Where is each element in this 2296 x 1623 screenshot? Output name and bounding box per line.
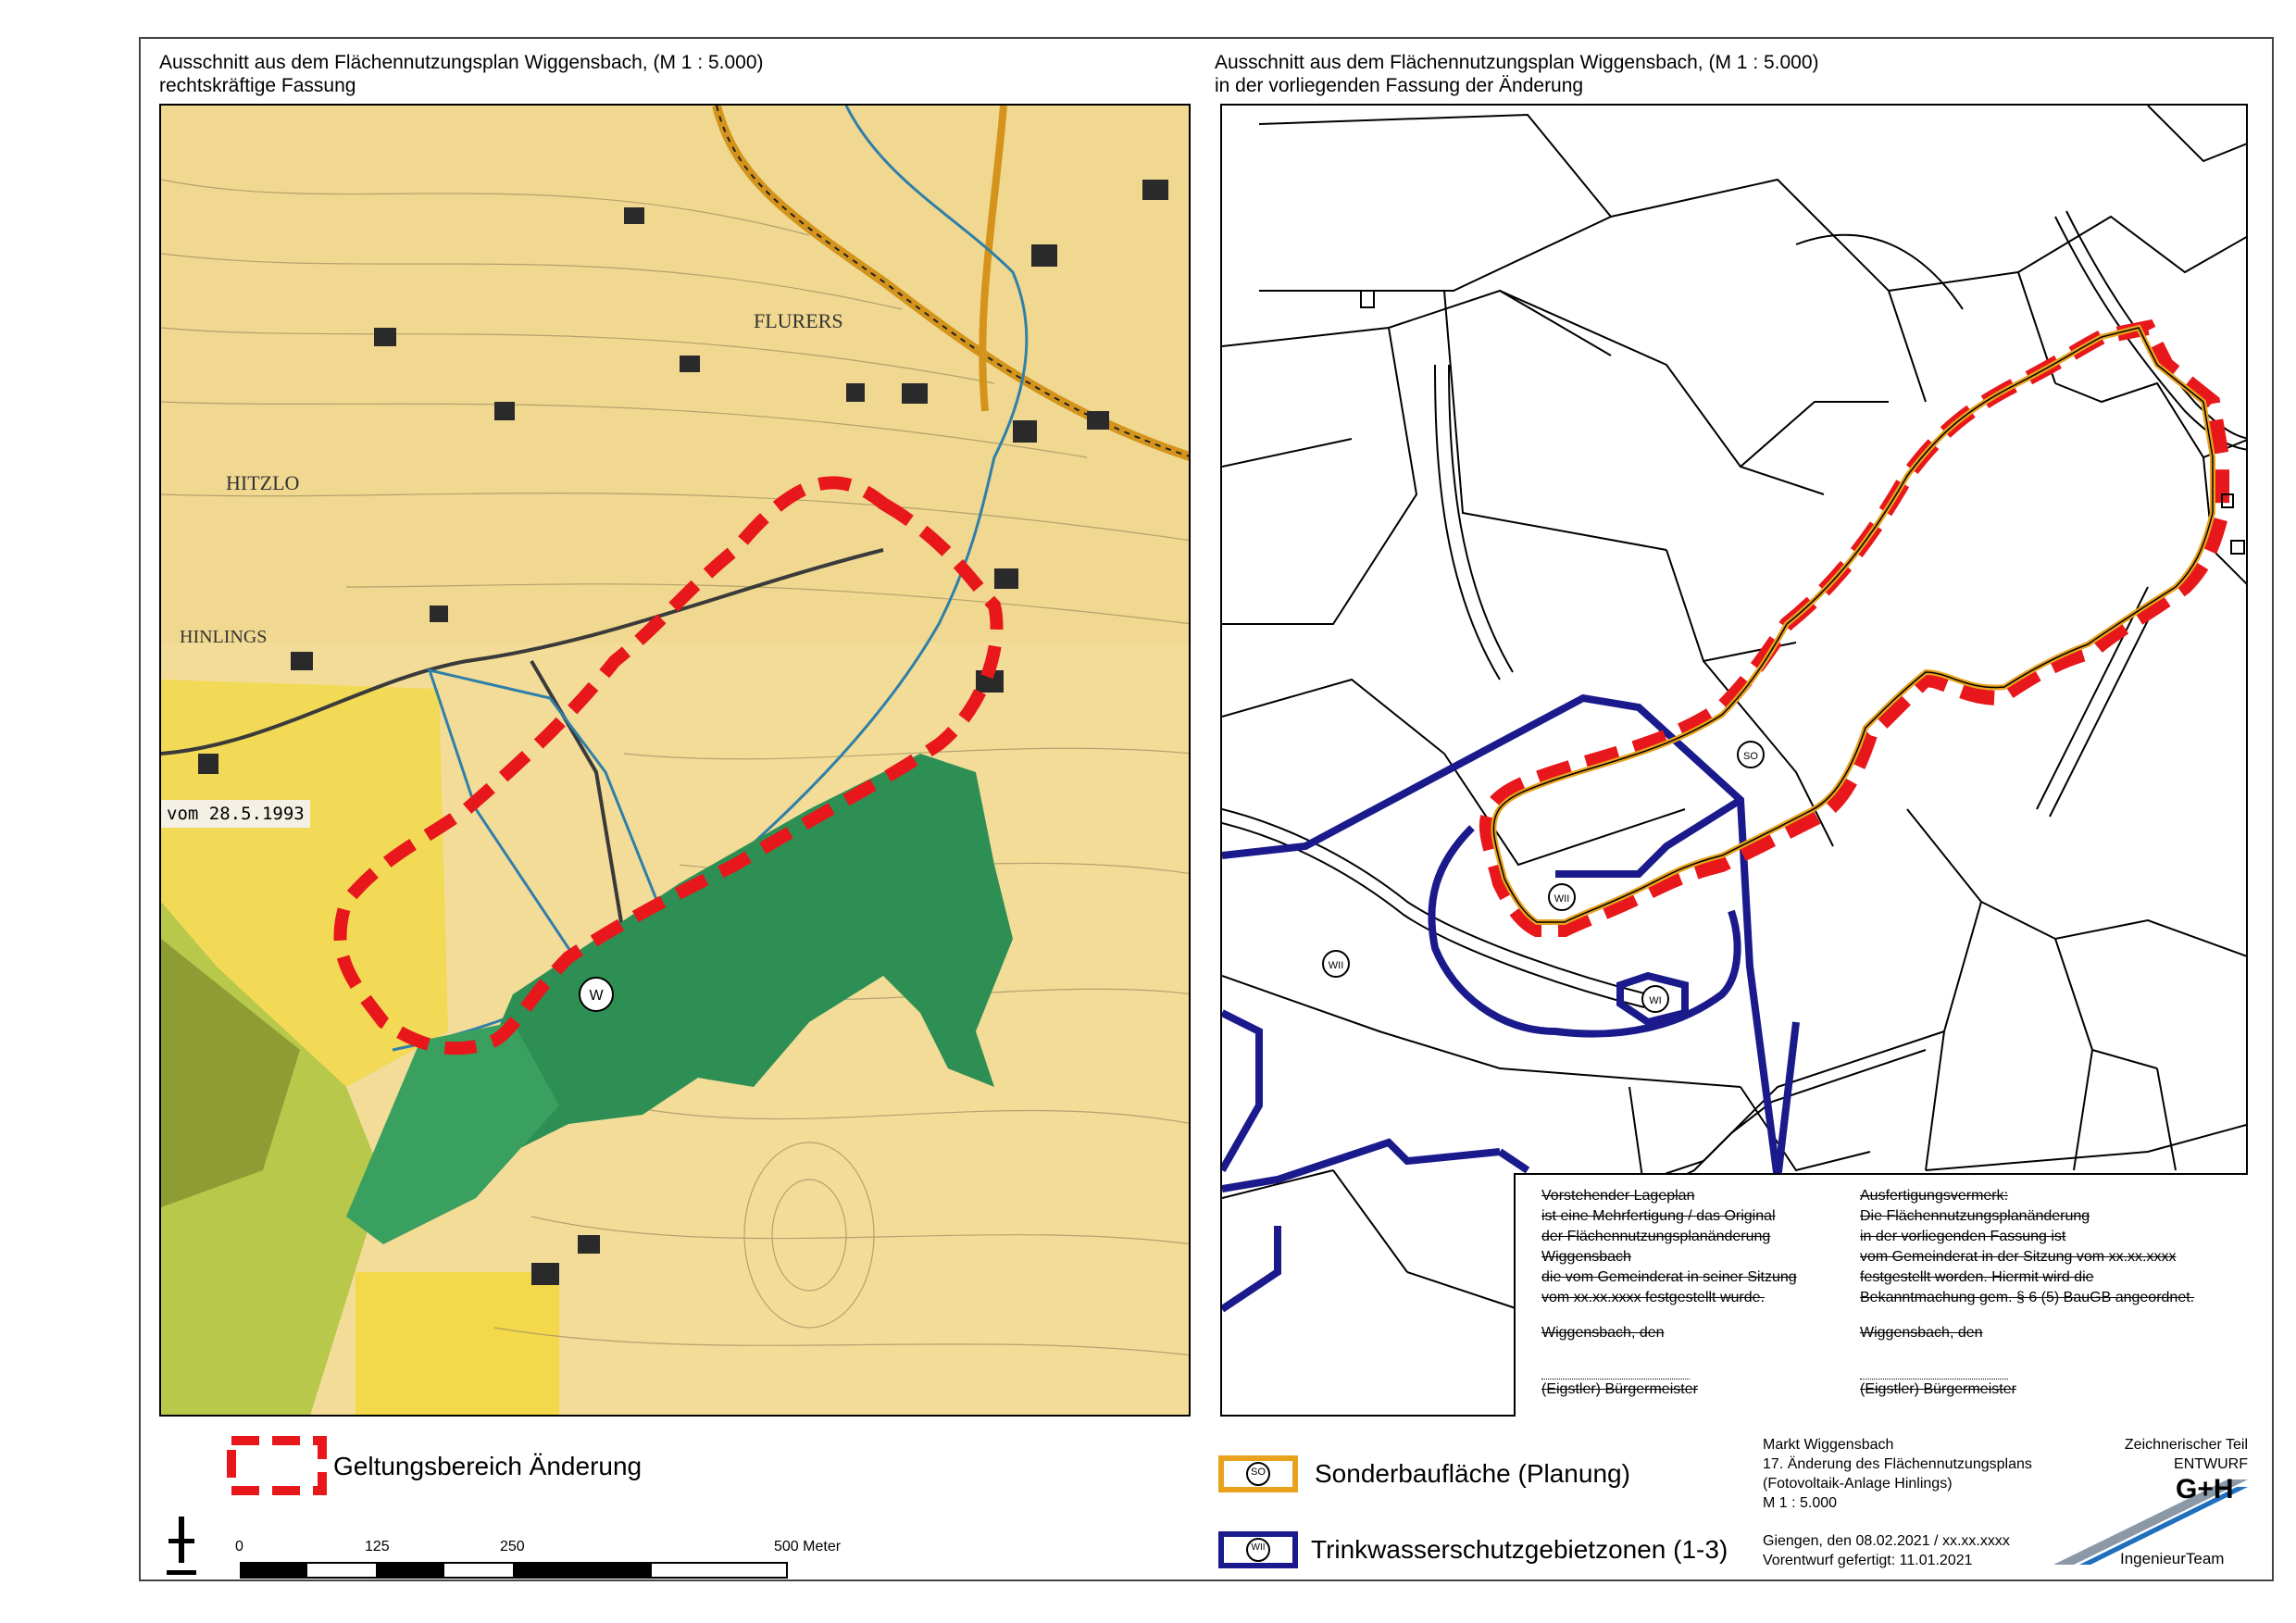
approval-stamp [1514, 1173, 2248, 1417]
stamp-left-line: Vorstehender Lageplan [1541, 1188, 1695, 1204]
place-label-flurers: FLURERS [754, 309, 843, 332]
logo-subtext: IngenieurTeam [2120, 1550, 2225, 1567]
stamp-left-line: die vom Gemeinderat in seiner Sitzung [1541, 1269, 1797, 1285]
stamp-right-line: vom Gemeinderat in der Sitzung vom xx.xx.xxxx [1860, 1249, 2177, 1265]
stamp-left-line: Wiggensbach [1541, 1249, 1631, 1265]
stamp-left-signature: (Eigstler) Bürgermeister [1541, 1381, 1698, 1397]
stamp-left-line: vom xx.xx.xxxx festgestellt wurde. [1541, 1290, 1765, 1305]
stamp-left-line: der Flächennutzungsplanänderung [1541, 1229, 1771, 1244]
left-map [159, 104, 1191, 1417]
left-map-graphic [161, 106, 1191, 1417]
stamp-left-place: Wiggensbach, den [1541, 1325, 1665, 1341]
stamp-right-line: Ausfertigungsvermerk: [1860, 1188, 2009, 1204]
stamp-right-line: in der vorliegenden Fassung ist [1860, 1229, 2066, 1244]
north-symbol [163, 1515, 200, 1584]
left-map-title: Ausschnitt aus dem Flächennutzungsplan Wiggensbach, (M 1 : 5.000) rechtskräftige Fassung [159, 52, 764, 96]
date-line: Vorentwurf gefertigt: 11.01.2021 [1763, 1553, 1973, 1568]
legend-trinkwasser-symbol-text: WII [1251, 1542, 1266, 1553]
scale-tick-0: 0 [235, 1539, 243, 1554]
well-symbol-text: W [589, 988, 604, 1004]
stamp-left-line: ist eine Mehrfertigung / das Original [1541, 1208, 1776, 1224]
drawing-status-label: ENTWURF [2174, 1456, 2248, 1472]
drawing-status [2107, 1435, 2248, 1474]
legend-sonderbau-label: Sonderbaufläche (Planung) [1315, 1459, 1630, 1488]
legend-sonderbau-symbol-text: SO [1251, 1467, 1266, 1478]
scale-tick-500: 500 Meter [774, 1539, 842, 1554]
project-line: 17. Änderung des Flächennutzungsplans [1763, 1456, 2032, 1472]
zone-label-so: SO [1737, 741, 1765, 768]
project-line: M 1 : 5.000 [1763, 1495, 1838, 1511]
place-label-hinlings: HINLINGS [180, 627, 268, 647]
legend-geltungsbereich [226, 1435, 328, 1501]
zone-label-wii-center: WII [1548, 883, 1576, 911]
stamp-left-column [1541, 1186, 1884, 1400]
logo-text: G+H [2176, 1474, 2234, 1504]
date-info [1763, 1531, 2010, 1570]
stamp-right-signature: (Eigstler) Bürgermeister [1860, 1381, 2016, 1397]
legend-red-dashed-symbol [226, 1435, 328, 1496]
drawing-part-label: Zeichnerischer Teil [2124, 1437, 2248, 1453]
date-line: Giengen, den 08.02.2021 / xx.xx.xxxx [1763, 1533, 2010, 1549]
scale-tick-250: 250 [500, 1539, 525, 1554]
legend-trinkwasser-label: Trinkwasserschutzgebietzonen (1-3) [1311, 1535, 1728, 1564]
stamp-right-line: festgestellt worden. Hiermit wird die [1860, 1269, 2094, 1285]
stamp-right-line: Die Flächennutzungsplanänderung [1860, 1208, 2090, 1224]
stamp-right-line: Bekanntmachung gem. § 6 (5) BauGB angeordnet. [1860, 1290, 2195, 1305]
right-map-title: Ausschnitt aus dem Flächennutzungsplan Wiggensbach, (M 1 : 5.000) in der vorliegenden Fassung der Änderung [1215, 52, 1819, 96]
zone-label-wi: WI [1641, 985, 1669, 1013]
project-line: (Fotovoltaik-Anlage Hinlings) [1763, 1476, 1953, 1492]
legend-geltungsbereich-label: Geltungsbereich Änderung [333, 1452, 643, 1480]
project-info [1763, 1435, 2032, 1513]
stamp-right-place: Wiggensbach, den [1860, 1325, 1983, 1341]
scale-tick-125: 125 [365, 1539, 390, 1554]
project-line: Markt Wiggensbach [1763, 1437, 1894, 1453]
stamp-right-column [1860, 1186, 2202, 1400]
plan-date-label: vom 28.5.1993 [161, 800, 310, 828]
zone-label-wii-left: WII [1322, 950, 1350, 978]
place-label-hitzlo: HITZLO [226, 471, 300, 494]
